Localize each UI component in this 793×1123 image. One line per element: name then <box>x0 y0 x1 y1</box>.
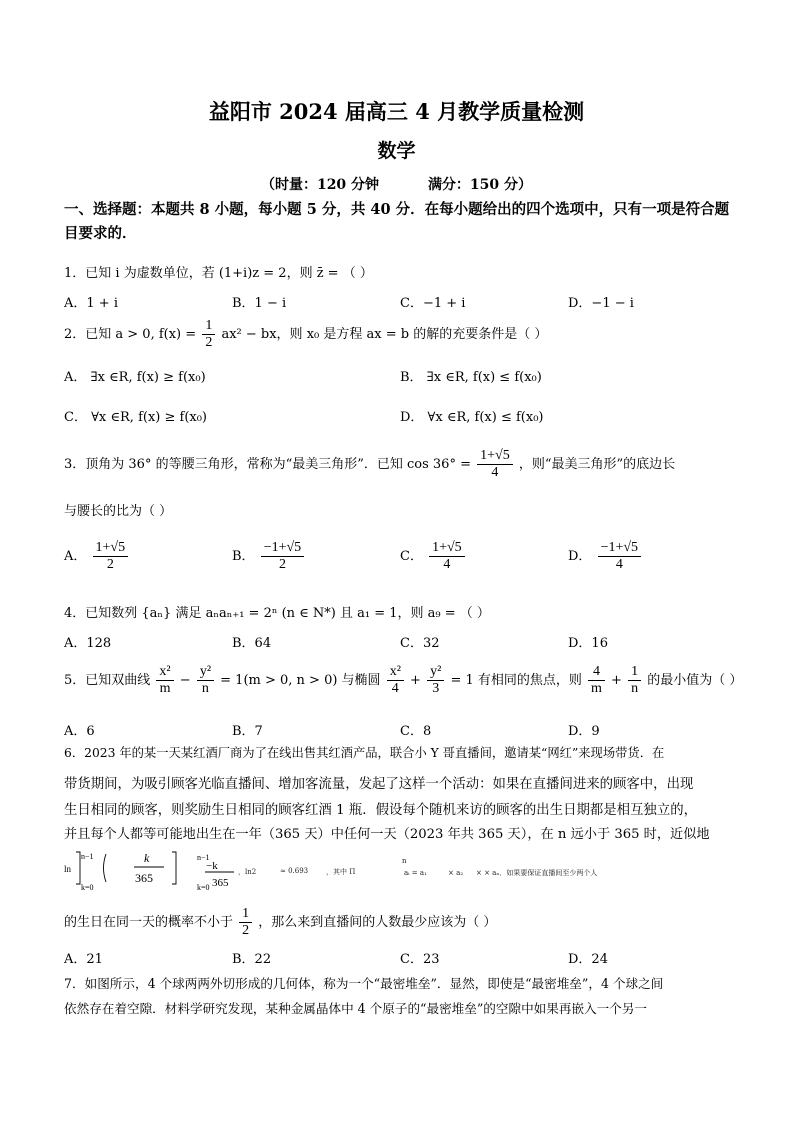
fraction-denominator: 2 <box>242 923 250 938</box>
formula-tail-a1: aᵢ = a₁ <box>404 869 427 877</box>
formula-tail-n: n <box>402 857 407 865</box>
question-3-stem-c: 与腰长的比为（ ） <box>64 504 173 519</box>
sum2-lower-limit: k=0 <box>197 883 210 892</box>
left-bracket <box>76 852 80 884</box>
question-5-option-b: B．7 <box>232 724 263 739</box>
fraction-y2-3 <box>427 664 444 697</box>
question-3-option-d <box>568 540 643 573</box>
question-6-line-5-b: ，那么来到直播间的人数最少应该为（ ） <box>258 915 497 930</box>
formula-tail-product: ，其中 Π <box>326 868 356 876</box>
ln-text: ln <box>64 864 72 874</box>
fraction-denominator: n <box>631 681 639 696</box>
fraction-y2-n <box>197 664 214 697</box>
question-6-line-5-a: 的生日在同一天的概率不小于 <box>64 915 234 930</box>
fraction-numerator: 1+√5 <box>477 448 513 465</box>
fraction-denominator: m <box>591 681 602 696</box>
fraction-x2-m <box>156 664 173 697</box>
question-3-option-c <box>400 540 467 573</box>
exam-time: （时量：120 分钟 <box>260 177 380 193</box>
question-4-option-b: B．64 <box>232 636 272 651</box>
question-3-stem <box>64 448 675 481</box>
formula-tail-ln2: ，ln2 <box>238 868 257 876</box>
question-2-stem-b: ax² − bx，则 x₀ 是方程 ax = b 的解的充要条件是（ ） <box>221 327 548 342</box>
question-1-option-c: C．−1 + i <box>400 296 466 311</box>
question-2-option-c: C． ∀x ∈R, f(x) ≥ f(x₀) <box>64 410 208 425</box>
fraction-denominator: n <box>201 681 209 696</box>
question-1-stem: 1．已知 i 为虚数单位，若 (1+i)z = 2，则 z̄ = （ ） <box>64 266 373 281</box>
fraction-numerator: x² <box>156 664 173 681</box>
question-7-line-1: 7．如图所示，4 个球两两外切形成的几何体，称为一个“最密堆垒”．显然，即使是“最密堆垒”，4 个球之间 <box>64 976 664 991</box>
left-paren <box>104 854 107 882</box>
sum-lower-limit: k=0 <box>81 883 94 892</box>
formula-365b: 365 <box>212 877 229 889</box>
question-4-option-c: C．32 <box>400 636 440 651</box>
formula-tail-an: × × aₙ．如果要保证直播间至少两个人 <box>476 869 598 877</box>
question-3-stem-a: 3．顶角为 36° 的等腰三角形，常称为“最美三角形”．已知 cos 36° = <box>64 457 471 472</box>
question-6-line-4: 并且每个人都等可能地出生在一年（365 天）中任何一天（2023 年共 365 天），在 n 远小于 365 时，近似地 <box>64 827 710 842</box>
plus-sign: + <box>410 673 421 688</box>
minus-sign: − <box>179 673 191 688</box>
question-6-option-d: D．24 <box>568 952 608 967</box>
question-6-option-b: B．22 <box>232 952 272 967</box>
sum-upper-limit: n−1 <box>81 852 94 861</box>
question-5-option-c: C．8 <box>400 724 432 739</box>
option-label: A． <box>64 549 87 564</box>
fraction-denominator: 4 <box>443 557 451 572</box>
question-2-stem <box>64 318 547 351</box>
exam-title: 益阳市 2024 届高三 4 月教学质量检测 <box>208 99 585 124</box>
fraction-denominator: 4 <box>491 465 499 480</box>
question-6-line-3: 生日相同的顾客，则奖励生日相同的顾客红酒 1 瓶．假设每个随机来访的顾客的出生日期都是相互独立的， <box>64 803 697 818</box>
exam-score: 满分：150 分） <box>427 177 533 193</box>
section-1-heading: 一、选择题：本题共 8 小题，每小题 5 分，共 40 分．在每小题给出的四个选项中，只有一项是符合题目要求的． <box>64 201 730 242</box>
question-5-option-d: D．9 <box>568 724 600 739</box>
question-2-option-b: B． ∃x ∈R, f(x) ≤ f(x₀) <box>400 370 542 385</box>
question-5-option-a: A．6 <box>64 724 95 739</box>
fraction-numerator: −1+√5 <box>598 540 641 557</box>
fraction-numerator: y² <box>427 664 444 681</box>
question-5-stem-a: 5．已知双曲线 <box>64 673 151 688</box>
fraction-numerator: 1+√5 <box>93 540 129 557</box>
question-2-fraction <box>202 318 215 351</box>
fraction-denominator: 2 <box>106 557 114 572</box>
fraction-numerator: x² <box>387 664 404 681</box>
question-4-option-d: D．16 <box>568 636 608 651</box>
exam-subject: 数学 <box>377 140 416 162</box>
question-3-fraction <box>477 448 513 481</box>
formula-365: 365 <box>135 871 153 885</box>
option-label: B． <box>232 549 255 564</box>
fraction-denominator: 2 <box>205 335 213 350</box>
approximation-formula <box>64 842 364 894</box>
fraction-denominator: 4 <box>615 557 623 572</box>
fraction-4-m <box>588 664 605 697</box>
option-label: D． <box>568 549 592 564</box>
question-6-line-1: 6．2023 年的某一天某红酒厂商为了在线出售其红酒产品，联合小 Y 哥直播间，邀请某“网红”来现场带货．在 <box>64 746 665 760</box>
question-6-line-2: 带货期间，为吸引顾客光临直播间、增加客流量，发起了这样一个活动：如果在直播间进来的顾客中，出现 <box>64 777 694 792</box>
question-1-option-b: B．1 − i <box>232 296 287 311</box>
question-6-option-a: A．21 <box>64 952 103 967</box>
plus-sign: + <box>611 673 622 688</box>
question-5-stem-b: = 1(m > 0, n > 0) 与椭圆 <box>220 673 381 688</box>
question-7-line-2: 依然存在着空隙．材料学研究发现，某种金属晶体中 4 个原子的“最密堆垒”的空隙中如果再嵌入一个另一 <box>64 1001 648 1016</box>
fraction-numerator: y² <box>197 664 214 681</box>
fraction-denominator: m <box>159 681 171 696</box>
question-1-option-a: A．1 + i <box>64 296 118 311</box>
fraction-numerator: 1 <box>628 664 641 681</box>
question-5-stem <box>64 664 742 697</box>
formula-k: k <box>144 851 150 865</box>
question-4-option-a: A．128 <box>64 636 112 651</box>
question-3-stem-b: ，则“最美三角形”的底边长 <box>518 457 676 472</box>
question-2-option-a: A． ∃x ∈R, f(x) ≥ f(x₀) <box>64 370 206 385</box>
question-3-option-a <box>64 540 130 573</box>
sum2-upper-limit: n−1 <box>197 853 210 862</box>
fraction-denominator: 2 <box>278 557 286 572</box>
question-3-option-b <box>232 540 306 573</box>
fraction-numerator: −1+√5 <box>261 540 304 557</box>
right-bracket <box>172 852 176 884</box>
fraction-numerator: 1 <box>239 906 252 923</box>
question-4-stem: 4．已知数列 {aₙ} 满足 aₙaₙ₊₁ = 2ⁿ (n ∈ N*) 且 a₁ = 1，则 a₉ = （ ） <box>64 606 490 621</box>
fraction-denominator: 3 <box>432 681 440 696</box>
formula-tail-approx: ≈ 0.693 <box>280 867 309 875</box>
option-fraction <box>598 540 641 573</box>
option-fraction <box>93 540 129 573</box>
fraction-numerator: 4 <box>588 664 605 681</box>
question-2-option-d: D． ∀x ∈R, f(x) ≤ f(x₀) <box>400 410 544 425</box>
option-label: C． <box>400 549 423 564</box>
question-5-stem-c: = 1 有相同的焦点，则 <box>450 673 582 688</box>
question-6-line-5 <box>64 906 496 939</box>
fraction-denominator: 4 <box>391 681 399 696</box>
question-6-option-c: C．23 <box>400 952 440 967</box>
option-fraction <box>261 540 304 573</box>
question-1-option-d: D．−1 − i <box>568 296 634 311</box>
fraction-x2-4 <box>387 664 404 697</box>
formula-neg-k: −k <box>206 860 218 872</box>
fraction-numerator: 1+√5 <box>429 540 465 557</box>
formula-tail-a2: × a₂ <box>448 869 464 877</box>
option-fraction <box>429 540 465 573</box>
fraction-numerator: 1 <box>202 318 215 335</box>
question-5-stem-d: 的最小值为（ ） <box>647 673 743 688</box>
exam-meta <box>0 174 793 194</box>
fraction-1-n <box>628 664 641 697</box>
question-2-stem-a: 2．已知 a > 0, f(x) = <box>64 327 197 342</box>
fraction-one-half <box>239 906 252 939</box>
